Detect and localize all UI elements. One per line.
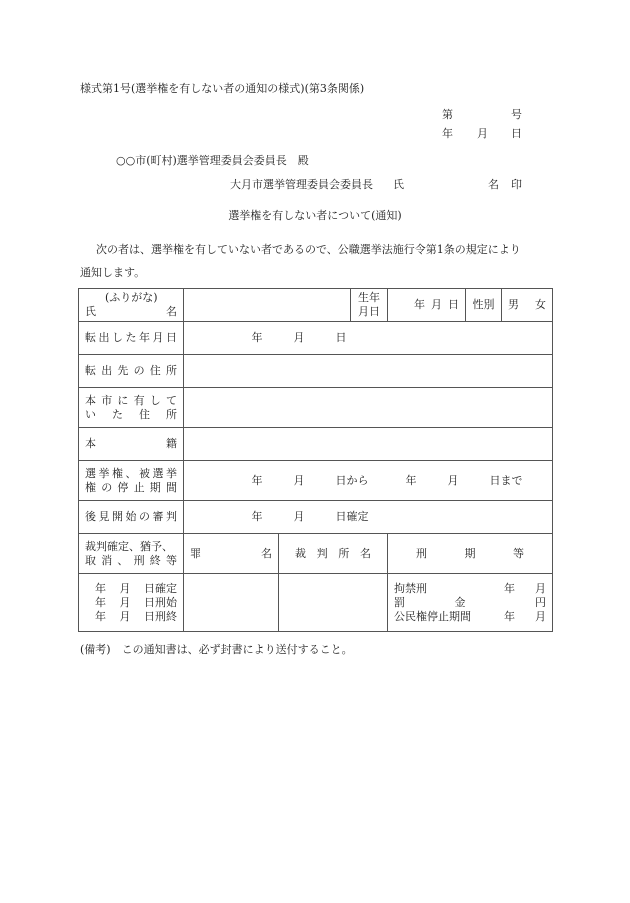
label-char: 市 [101,393,113,407]
moveout-month: 月 [293,331,305,344]
label-char: 期 [149,480,161,494]
row-previous-address [79,388,553,428]
label-char: 見 [98,510,110,523]
label-char: 選 [152,466,164,480]
label-char: 所 [165,364,177,377]
remarks-note: (備考) この通知書は、必ず封書により送付すること。 [80,643,353,656]
sentence-header-char: 等 [513,546,525,560]
sex-field[interactable] [502,289,553,322]
label-char: て [165,393,177,407]
label-char: 等 [165,553,177,567]
label-char: 年 [139,331,150,344]
addressee: ○○市(町村)選挙管理委員会委員長 殿 [116,154,309,167]
guardianship-ruling-field[interactable] [184,501,553,534]
suspension-period-field[interactable] [184,461,553,501]
sex-female[interactable]: 女 [535,298,547,311]
number-suffix: 号 [511,108,522,121]
row-destination-address [79,355,553,388]
suspension-from-day: 日から [335,473,369,487]
registered-domicile-label [79,428,184,461]
penalty-end: 月 [535,581,547,595]
judgment-label [79,534,184,574]
penalty-fine [394,596,546,610]
label-char: し [112,331,123,344]
moveout-day: 日 [335,331,347,344]
penalty-label: 罰 [394,595,406,609]
penalty-mid: 年 [504,581,516,595]
crime-name-header [184,534,279,574]
label-char: 後 [85,510,96,523]
date-month: 月 [119,595,131,609]
row-guardianship-ruling [79,501,553,534]
sex-label [466,289,502,322]
birth-date-field[interactable] [388,289,466,322]
suspension-from-month: 月 [293,473,305,487]
birth-month: 月 [431,298,443,311]
judgment-date-start [95,596,177,610]
name-label-cell [79,289,184,322]
destination-address-label [79,355,184,388]
guardianship-month: 月 [293,510,305,523]
birth-date-label-text: 生年月日 [358,291,381,318]
sex-label-text: 性別 [472,298,495,311]
label-char: 転 [85,331,96,344]
date-year: 年 [442,127,453,140]
judgment-label-line1: 裁判確定、猶予、 [85,539,173,553]
judgment-date-end [95,610,177,624]
court-name-header [279,534,388,574]
moveout-date-field[interactable] [184,322,553,355]
suspension-to-month: 月 [447,473,459,487]
label-char: 間 [165,480,177,494]
date-suffix: 日確定 [144,581,177,595]
sentence-header-char: 期 [464,546,476,560]
label-char: 審 [152,510,164,523]
judgment-date-finalized [95,582,177,596]
penalty-imprisonment [394,582,546,596]
sender-mei: 名 [488,178,499,191]
row-registered-domicile [79,428,553,461]
label-char: 転 [85,364,96,377]
date-year: 年 [95,595,106,609]
penalty-civil-rights [394,610,546,624]
suspension-to-day: 日まで [489,473,523,487]
label-char: 停 [117,480,129,494]
label-char: の [139,510,150,523]
label-char: 出 [101,364,113,377]
label-char: 先 [117,364,129,377]
penalty-end: 月 [535,609,547,623]
crime-label-left: 罪 [190,546,201,560]
row-suspension-period [79,461,553,501]
guardianship-day: 日確定 [335,510,369,523]
birth-year: 年 [414,298,426,311]
label-char: 選 [85,466,96,480]
label-char: 出 [98,331,110,344]
label-char: た [112,407,123,421]
penalty-label: 拘禁刑 [394,581,428,595]
label-char: 始 [125,510,137,523]
row-moveout-date [79,322,553,355]
label-char: 住 [149,364,161,377]
moveout-date-label [79,322,184,355]
date-day: 日 [511,127,522,140]
penalty-label: 公民権停止期間 [394,609,472,623]
domicile-label-left: 本 [85,437,96,450]
label-char: の [101,480,113,494]
name-field[interactable] [184,289,351,322]
label-char: 挙 [166,466,177,480]
label-char: 挙 [98,466,110,480]
penalty-mid: 年 [504,609,516,623]
label-char: 刑 [133,553,145,567]
label-char: に [117,393,129,407]
date-month: 月 [477,127,488,140]
label-char: 住 [139,407,150,421]
sentence-header-char: 刑 [416,546,428,560]
label-char: 判 [166,510,177,523]
label-char: 日 [166,331,177,344]
label-char: 開 [112,510,123,523]
date-year: 年 [95,609,106,623]
label-char: 所 [166,407,177,421]
sender-title: 大月市選挙管理委員会委員長 [230,178,373,191]
body-text-line2: 通知します。 [80,266,146,279]
label-char: 有 [133,393,145,407]
birth-date-label [351,289,388,322]
row-judgment-header [79,534,553,574]
furigana-label: (ふりがな) [105,291,158,304]
court-header-char: 裁 [295,546,306,560]
name-label-left: 氏 [85,305,96,318]
suspension-from-year: 年 [251,473,263,487]
date-year: 年 [95,581,106,595]
sentence-field[interactable] [388,574,553,632]
label-char: い [85,407,96,421]
label-char: 消 [101,553,113,567]
domicile-label-right: 籍 [166,437,177,450]
date-month: 月 [119,581,131,595]
label-char: 権 [85,480,96,494]
label-char: 、 [125,466,137,480]
court-name-field[interactable] [279,574,388,632]
notification-form-table [78,288,553,632]
penalty-mid: 金 [454,595,466,609]
date-suffix: 日刑始 [144,595,177,609]
moveout-year: 年 [251,331,263,344]
label-char: 本 [85,393,96,407]
previous-address-field[interactable] [184,388,553,428]
label-char: 、 [117,553,129,567]
birth-day: 日 [448,298,460,311]
row-judgment-details [79,574,553,632]
sentence-header [388,534,553,574]
crime-name-field[interactable] [184,574,279,632]
registered-domicile-field[interactable] [184,428,553,461]
guardianship-year: 年 [251,510,263,523]
date-suffix: 日刑終 [144,609,177,623]
suspension-period-label [79,461,184,501]
number-prefix: 第 [442,108,453,121]
label-char: 止 [133,480,145,494]
suspension-to-year: 年 [405,473,417,487]
judgment-dates-cell[interactable] [79,574,184,632]
court-header-char: 所 [338,546,350,560]
previous-address-label [79,388,184,428]
crime-label-right: 名 [261,546,272,560]
label-char: 被 [139,466,150,480]
row-name [79,289,553,322]
seal-mark: 印 [511,178,522,191]
destination-address-field[interactable] [184,355,553,388]
label-char: 終 [149,553,161,567]
label-char: し [149,393,161,407]
label-char: の [133,364,145,377]
form-title: 様式第1号(選挙権を有しない者の通知の様式)(第3条関係) [80,82,365,95]
guardianship-ruling-label [79,501,184,534]
notice-heading: 選挙権を有しない者について(通知) [228,209,402,222]
label-char: 権 [112,466,123,480]
court-header-char: 判 [316,546,328,560]
label-char: 取 [85,553,96,567]
sender-shi: 氏 [393,178,404,191]
date-month: 月 [119,609,131,623]
name-label-right: 名 [166,305,177,318]
label-char: 月 [152,331,164,344]
court-header-char: 名 [360,546,372,560]
body-text-line1: 次の者は、選挙権を有していない者であるので、公職選挙法施行令第1条の規定により [96,243,521,256]
label-char: た [125,331,137,344]
sex-male[interactable]: 男 [508,298,520,311]
penalty-end: 円 [535,595,547,609]
